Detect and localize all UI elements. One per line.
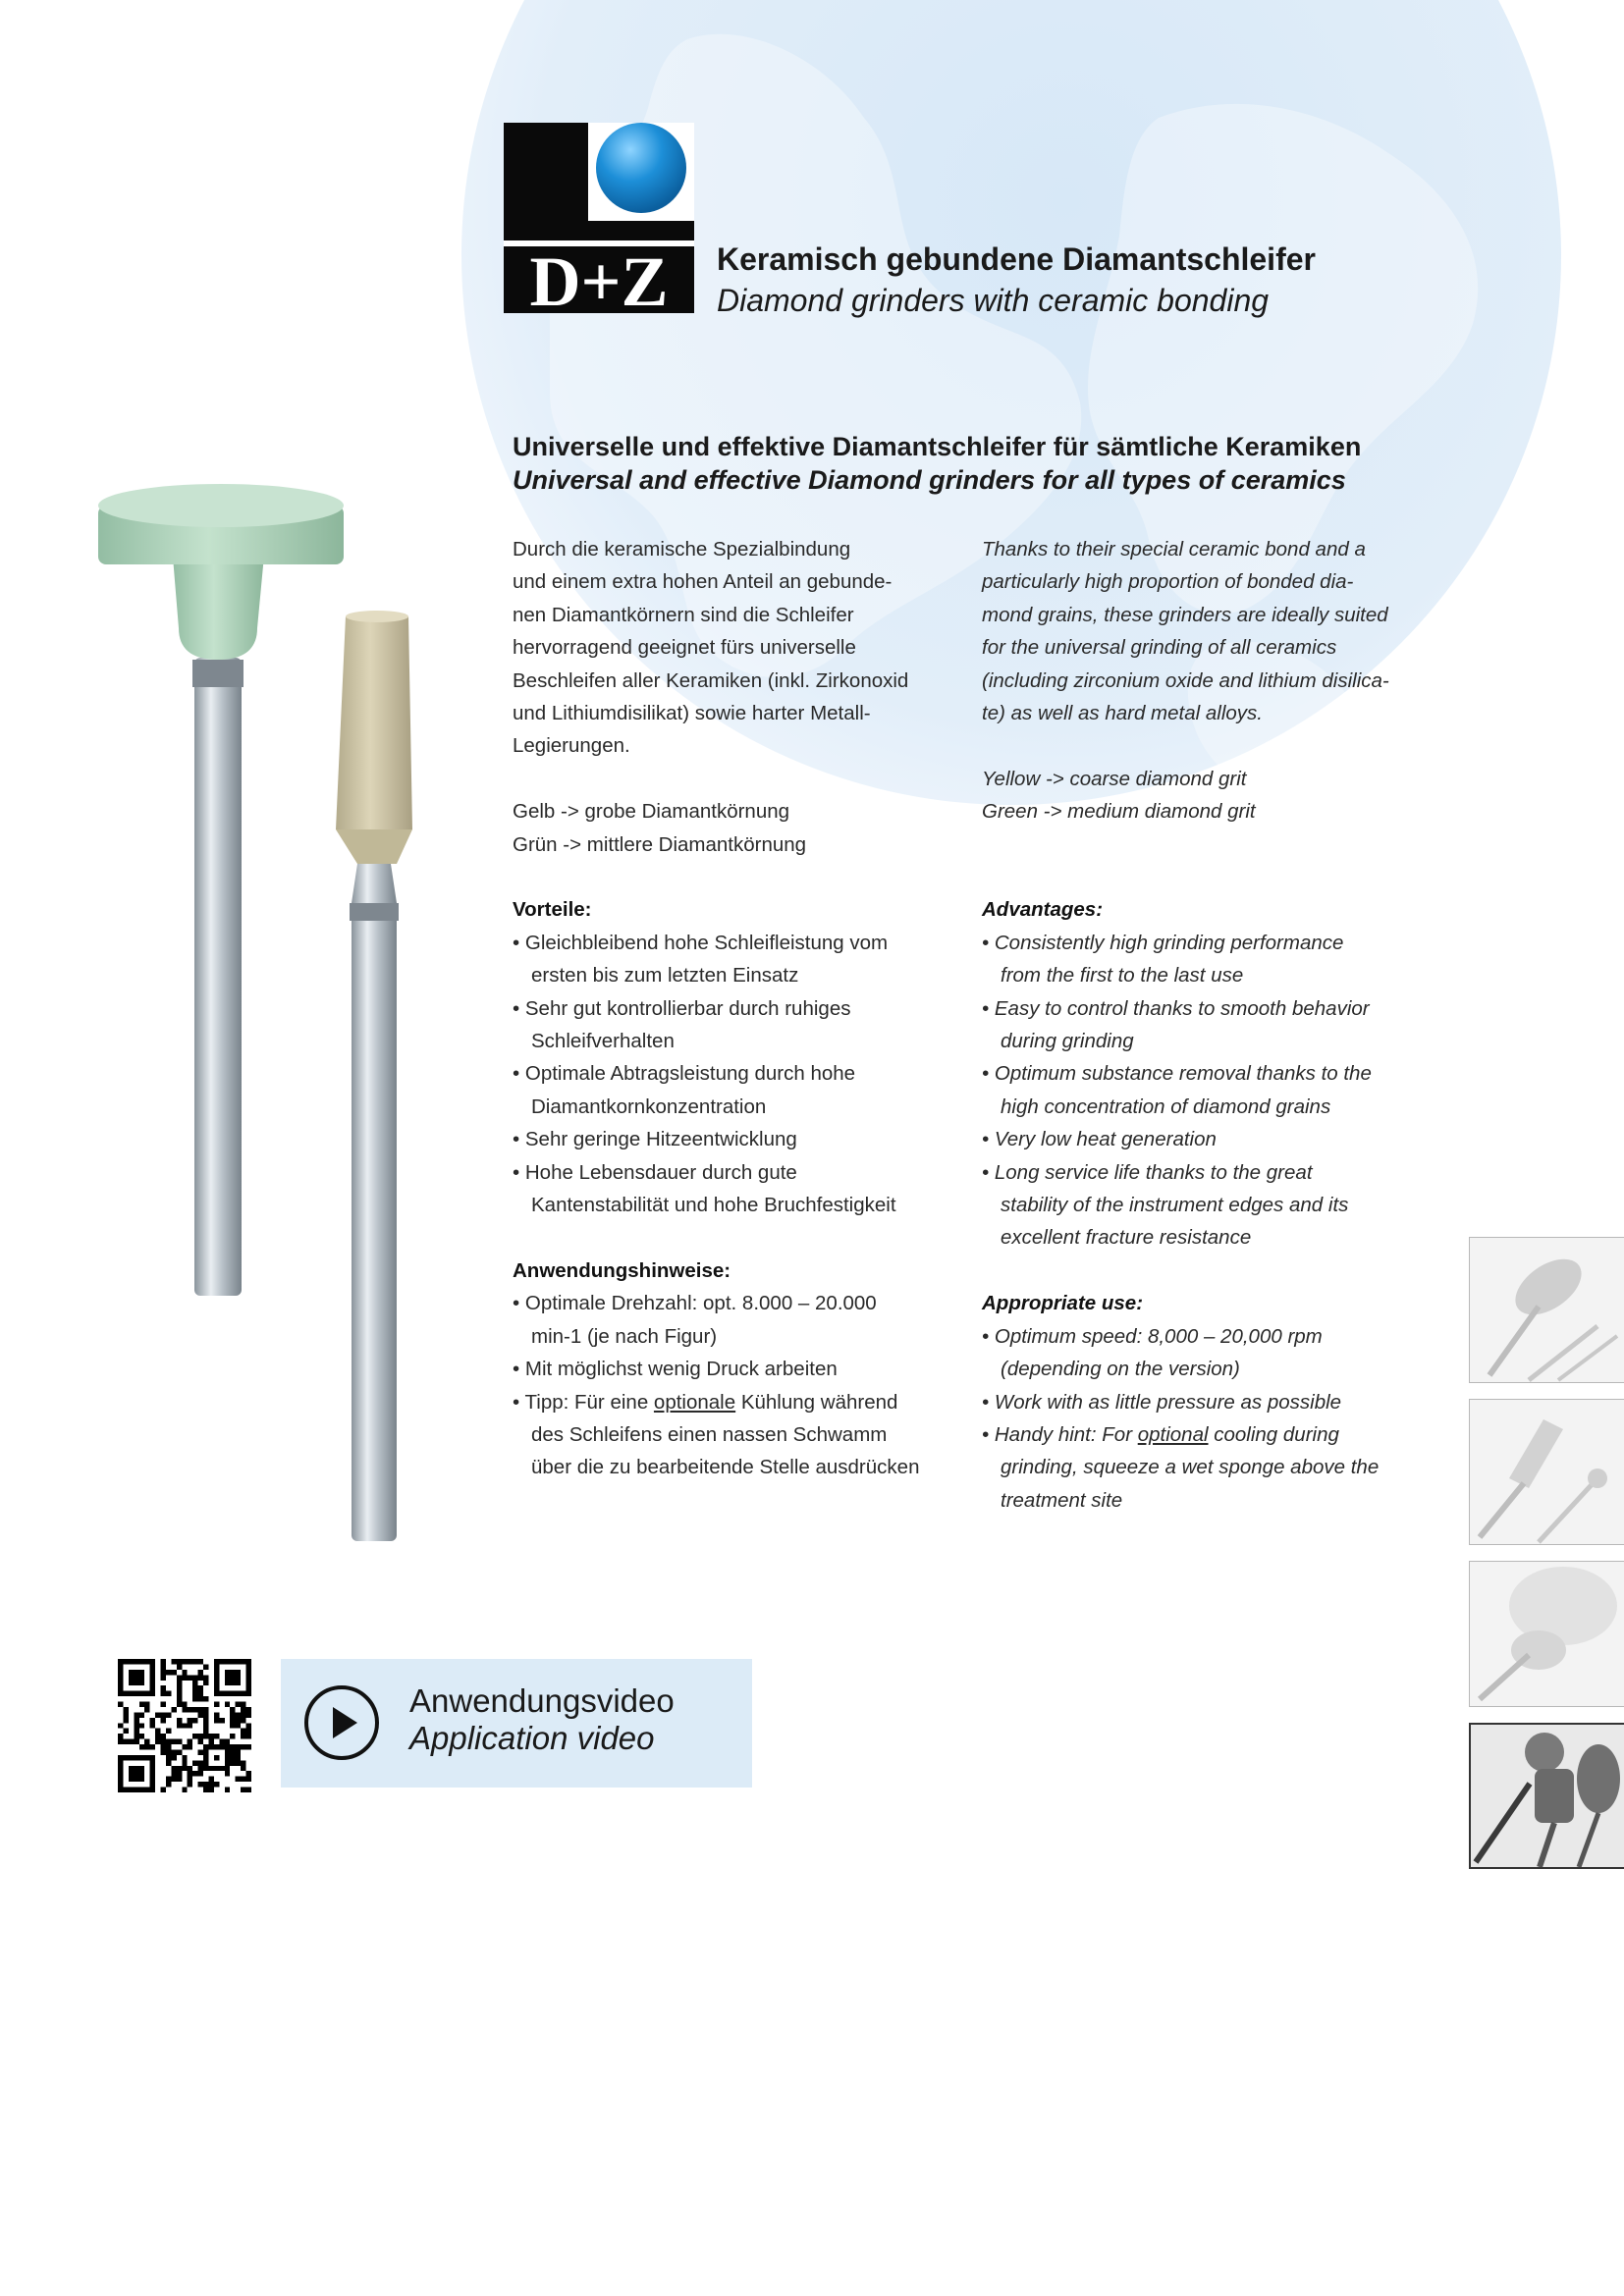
de-grit-line: Grün -> mittlere Diamantkörnung: [513, 832, 807, 856]
en-intro-line: for the universal grinding of all ceramics: [982, 636, 1337, 660]
de-intro-line: hervorragend geeignet fürs universelle: [513, 636, 856, 660]
de-advantage-item-cont: Diamantkornkonzentration: [531, 1095, 767, 1118]
de-use-item-cont: des Schleifens einen nassen Schwamm: [531, 1422, 888, 1446]
de-use-tip-pre: • Tipp: Für eine: [513, 1390, 654, 1414]
side-tab-ceramic-diamond-grinders[interactable]: [1469, 1723, 1624, 1869]
en-advantage-item: • Very low heat generation: [982, 1128, 1217, 1151]
de-intro-line: und Lithiumdisilikat) sowie harter Metall-: [513, 702, 871, 725]
en-use-item: [982, 1418, 1414, 1451]
qr-code[interactable]: [118, 1659, 251, 1792]
en-advantage-item-cont: high concentration of diamond grains: [1001, 1095, 1331, 1118]
play-icon: [302, 1683, 381, 1762]
polisher-thumbnail-icon: [1470, 1562, 1624, 1707]
en-grit-line: Green -> medium diamond grit: [982, 800, 1256, 824]
de-use-tip-post: Kühlung während: [735, 1390, 898, 1414]
de-intro-line: Legierungen.: [513, 734, 630, 758]
en-advantage-item: • Easy to control thanks to smooth behavior: [982, 996, 1370, 1020]
yellow-grinder: [336, 611, 412, 1541]
en-use-item: • Optimum speed: 8,000 – 20,000 rpm: [982, 1324, 1323, 1348]
de-advantage-item: • Sehr geringe Hitzeentwicklung: [513, 1128, 797, 1151]
subtitle-en: Universal and effective Diamond grinders for all types of ceramics: [513, 465, 1346, 495]
de-intro-line: Durch die keramische Spezialbindung: [513, 538, 851, 561]
side-tab-polishers[interactable]: [1469, 1561, 1624, 1707]
de-advantage-item-cont: Schleifverhalten: [531, 1030, 675, 1053]
de-advantage-item: • Gleichbleibend hohe Schleifleistung vom: [513, 931, 889, 954]
en-intro-line: particularly high proportion of bonded dia-: [982, 570, 1354, 594]
video-label-en: Application video: [409, 1720, 655, 1756]
video-label-de: Anwendungsvideo: [409, 1682, 675, 1719]
dz-logo: [504, 123, 694, 313]
en-advantage-item-cont: stability of the instrument edges and its: [1001, 1194, 1349, 1217]
en-use-item-cont: treatment site: [1001, 1488, 1123, 1512]
en-advantage-item: • Long service life thanks to the great: [982, 1160, 1313, 1184]
en-advantage-item: • Consistently high grinding performance: [982, 931, 1344, 954]
german-text-column: [513, 533, 945, 1484]
svg-text:D+Z: D+Z: [529, 242, 669, 313]
en-advantage-item-cont: excellent fracture resistance: [1001, 1226, 1252, 1250]
de-advantages-heading: Vorteile:: [513, 898, 592, 922]
en-intro-line: (including zirconium oxide and lithium disilica-: [982, 668, 1389, 692]
green-grinder: [98, 484, 344, 1296]
en-intro-line: te) as well as hard metal alloys.: [982, 702, 1263, 725]
en-advantages-heading: Advantages:: [982, 898, 1104, 922]
en-intro-line: Thanks to their special ceramic bond and a: [982, 538, 1366, 561]
de-advantage-item-cont: ersten bis zum letzten Einsatz: [531, 964, 799, 988]
de-advantage-item: • Hohe Lebensdauer durch gute: [513, 1160, 797, 1184]
de-advantage-item: • Sehr gut kontrollierbar durch ruhiges: [513, 996, 851, 1020]
en-use-tip-post: cooling during: [1208, 1422, 1339, 1446]
product-grinders-illustration: [0, 0, 471, 1571]
de-intro-line: nen Diamantkörnern sind die Schleifer: [513, 603, 854, 626]
en-grit-line: Yellow -> coarse diamond grit: [982, 767, 1247, 790]
de-grit-line: Gelb -> grobe Diamantkörnung: [513, 800, 790, 824]
carbide-bur-thumbnail-icon: [1470, 1400, 1624, 1545]
en-use-tip-pre: • Handy hint: For: [982, 1422, 1138, 1446]
de-use-tip-underlined: optionale: [653, 1390, 736, 1414]
de-advantage-item: • Optimale Abtragsleistung durch hohe: [513, 1062, 856, 1086]
de-use-heading: Anwendungshinweise:: [513, 1258, 731, 1282]
side-tab-diamond-burs[interactable]: [1469, 1237, 1624, 1383]
application-video-button[interactable]: [281, 1659, 752, 1788]
de-use-item-cont: min-1 (je nach Figur): [531, 1324, 718, 1348]
diamond-bur-thumbnail-icon: [1470, 1238, 1624, 1383]
de-use-item: • Mit möglichst wenig Druck arbeiten: [513, 1358, 838, 1381]
header-title-en: Diamond grinders with ceramic bonding: [717, 283, 1270, 318]
subtitle-de: Universelle und effektive Diamantschleifer für sämtliche Keramiken: [513, 432, 1362, 461]
de-use-item-cont: über die zu bearbeitende Stelle ausdrücken: [531, 1456, 920, 1479]
en-use-heading: Appropriate use:: [982, 1292, 1144, 1315]
de-intro-line: Beschleifen aller Keramiken (inkl. Zirkonoxid: [513, 668, 909, 692]
en-use-item-cont: grinding, squeeze a wet sponge above the: [1001, 1456, 1380, 1479]
side-tab-carbide-burs[interactable]: [1469, 1399, 1624, 1545]
en-intro-line: mond grains, these grinders are ideally suited: [982, 603, 1388, 626]
de-intro-line: und einem extra hohen Anteil an gebunde-: [513, 570, 893, 594]
en-use-item-cont: (depending on the version): [1001, 1358, 1240, 1381]
de-use-item: [513, 1386, 945, 1418]
english-text-column: [982, 533, 1414, 1517]
de-advantage-item-cont: Kantenstabilität und hohe Bruchfestigkeit: [531, 1194, 896, 1217]
en-advantage-item-cont: from the first to the last use: [1001, 964, 1244, 988]
en-use-tip-underlined: optional: [1137, 1422, 1209, 1446]
en-advantage-item-cont: during grinding: [1001, 1030, 1134, 1053]
header-title-de: Keramisch gebundene Diamantschleifer: [717, 241, 1316, 277]
en-advantage-item: • Optimum substance removal thanks to the: [982, 1062, 1372, 1086]
ceramic-grinder-thumbnail-icon: [1471, 1725, 1624, 1867]
en-use-item: • Work with as little pressure as possible: [982, 1390, 1342, 1414]
de-use-item: • Optimale Drehzahl: opt. 8.000 – 20.000: [513, 1292, 877, 1315]
